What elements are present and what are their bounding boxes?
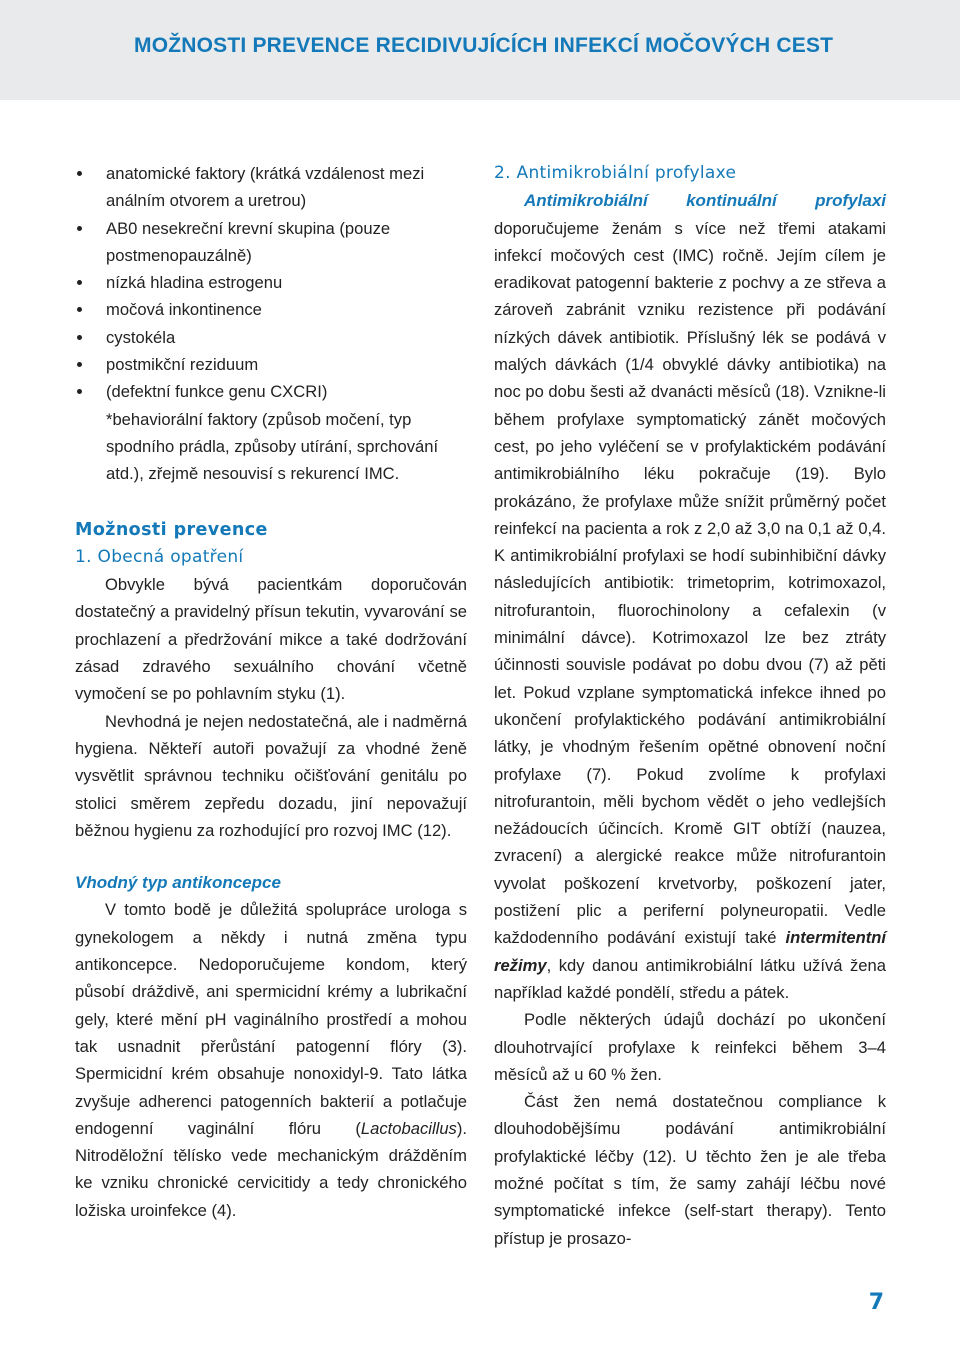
emphasis-term: intermitentní režimy [494,928,886,975]
italic-term: Lactobacillus [360,1118,457,1138]
list-item: cystokéla [75,324,467,351]
subsection-heading: 2. Antimikrobiální profylaxe [494,163,737,183]
paragraph: Část žen nemá dostatečnou compliance k dlouhodobějšímu podávání antimikrobiální profylaktické léčby (12). U těchto žen je ale třeba možné počítat s tím, že samy zahájí léčbu nové symptomatické infekce (self-start therapy). Tento přístup je prosazo- [494,1092,886,1248]
risk-factor-list [75,160,467,488]
page-title: MOŽNOSTI PREVENCE RECIDIVUJÍCÍCH INFEKCÍ MOČOVÝCH CEST [134,34,834,57]
paragraph: V tomto bodě je důležitá spolupráce urologa s gynekologem a někdy i nutná změna typu antikoncepce. Nedoporučujeme kondom, který působí dráždivě, ani spermicidní krémy a lubrikační gely, které mění pH vaginálního prostředí a mohou tak usnadnit přerůstání patogenní flóry (3). Spermicidní krém obsahuje nonoxidyl-9. Tato látka zvyšuje adherenci patogenních bakterií a potlačuje endogenní vaginální flóru (Lactobacillus). Nitroděložní tělísko vede mechanickým drážděním ke vzniku chronické cervicitidy a tedy chronického ložiska uroinfekce (4). [75,900,467,1220]
list-item: anatomické faktory (krátká vzdálenost mezi análním otvorem a uretrou) [75,160,467,215]
emphasis-term: Antimikrobiální kontinuální profylaxi [524,191,886,211]
right-column [494,160,886,1252]
page-number: 7 [868,1290,884,1315]
list-item: postmikční reziduum [75,351,467,378]
left-column [75,160,467,1224]
list-item: močová inkontinence [75,296,467,323]
paragraph: Obvykle bývá pacientkám doporučován dostatečný a pravidelný přísun tekutin, vyvarování se prochlazení a předržování mikce a také dodržování zásad zdravého sexuálního chování včetně vymočení se po pohlavním styku (1). [75,575,467,704]
contraception-heading: Vhodný typ antikoncepce [75,873,281,893]
behavioral-note: *behaviorální faktory (způsob močení, typ spodního prádla, způsoby utírání, sprchování atd.), zřejmě nesouvisí s rekurencí IMC. [106,409,439,484]
paragraph: Antimikrobiální kontinuální profylaxi doporučujeme ženám s více než třemi atakami infekcí močových cest (IMC) ročně. Jejím cílem je eradikovat patogenní bakterie z pochvy a ze střeva a zároveň zabránit vzniku rezistence při podávání nízkých dávek antibiotik. Příslušný lék se podává v malých dávkách (1/4 obvyklé dávky antibiotika) na noc po dobu šesti až dvanácti měsíců (18). Vznikne-li během profylaxe symptomatický zánět močových cest, po jeho vyléčení se v profylaktickém podávání antimikrobiálního léku pokračuje (19). Bylo prokázáno, že profylaxe může snížit průměrný počet reinfekcí na pacienta a rok z 2,0 až 3,0 na 0,1 až 0,4. K antimikrobiální profylaxi se hodí subinhibiční dávky následujících antibiotik: trimetoprim, kotrimoxazol, nitrofurantoin, fluorochinolony a cefalexin (v minimální dávce). Kotrimoxazol lze bez ztráty účinnosti souvisle podávat po dobu dvou (7) až pěti let. Pokud vzplane symptomatická infekce ihned po ukončení profylaktického podávání antimikrobiální látky, je vhodným řešením opětné obnovení noční profylaxe (7). Pokud zvolíme k profylaxi nitrofurantoin, měli bychom vědět o jeho vedlejších nežádoucích účincích. Kromě GIT obtíží (nauzea, zvracení) a alergické reakce může nitrofurantoin vyvolat poškození krvetvorby, poškození jater, postižení plic a periferní polyneuropatii. Vedle každodenního podávání existují také intermitentní režimy, kdy danou antimikrobiální látku užívá žena například každé pondělí, středu a pátek. [494,191,886,1002]
paragraph: Podle některých údajů dochází po ukončení dlouhotrvající profylaxe k reinfekci během 3–4 měsíců až u 60 % žen. [494,1010,886,1084]
list-item: AB0 nesekreční krevní skupina (pouze postmenopauzálně) [75,215,467,270]
paragraph: Nevhodná je nejen nedostatečná, ale i nadměrná hygiena. Někteří autoři považují za vhodné ženě vysvětlit správnou techniku očišťování genitálu po stolici směrem zepředu dozadu, jiní nepovažují běžnou hygienu za rozhodující pro rozvoj IMC (12). [75,711,467,840]
section-heading: Možnosti prevence [75,519,268,540]
subsection-heading: 1. Obecná opatření [75,546,244,567]
page-header [0,0,960,100]
list-item: nízká hladina estrogenu [75,269,467,296]
list-item: (defektní funkce genu CXCRI) [75,378,467,405]
